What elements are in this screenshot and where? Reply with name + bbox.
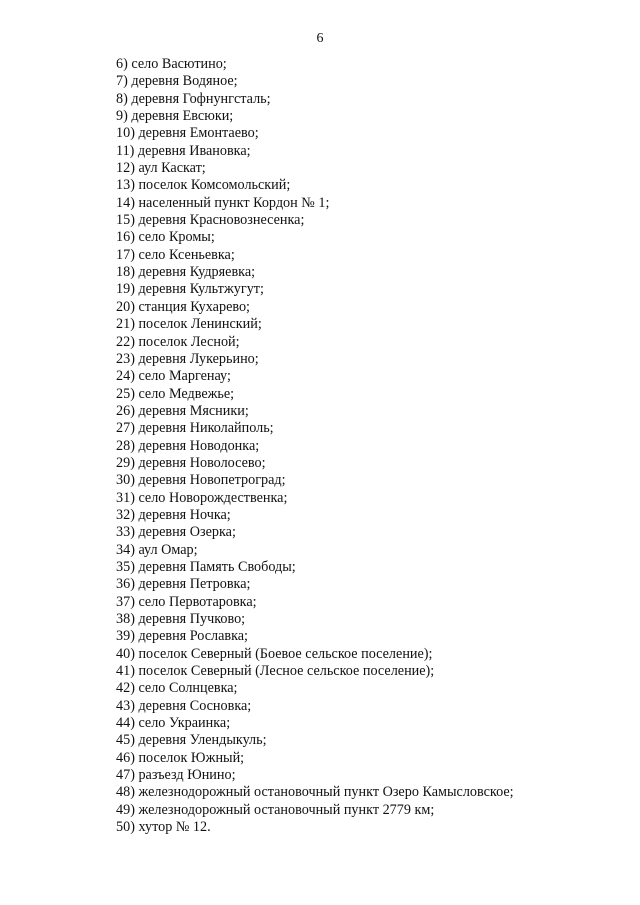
list-item: 17) село Ксеньевка;: [116, 246, 235, 263]
list-item: 45) деревня Улендыкуль;: [116, 732, 267, 749]
list-item: 21) поселок Ленинский;: [116, 316, 262, 333]
list-item: 28) деревня Новодонка;: [116, 437, 260, 454]
list-item: 49) железнодорожный остановочный пункт 2779 км;: [116, 801, 435, 818]
list-item: 14) населенный пункт Кордон № 1;: [116, 194, 330, 211]
list-item: 30) деревня Новопетроград;: [116, 472, 286, 489]
list-item: 26) деревня Мясники;: [116, 402, 249, 419]
list-item: 10) деревня Емонтаево;: [116, 125, 259, 142]
list-item: 27) деревня Николайполь;: [116, 420, 274, 437]
list-item: 8) деревня Гофнунгсталь;: [116, 90, 271, 107]
list-item: 20) станция Кухарево;: [116, 298, 250, 315]
list-item: 36) деревня Петровка;: [116, 576, 251, 593]
page-number: 6: [316, 31, 324, 46]
list-item: 39) деревня Рославка;: [116, 628, 249, 645]
list-item: 44) село Украинка;: [116, 715, 231, 732]
list-item: 11) деревня Ивановка;: [116, 142, 251, 159]
list-item: 18) деревня Кудряевка;: [116, 264, 256, 281]
list-item: 12) аул Каскат;: [116, 160, 206, 177]
list-item: 6) село Васютино;: [116, 56, 227, 72]
list-item: 15) деревня Красновознесенка;: [116, 212, 305, 229]
list-item: 31) село Новорождественка;: [116, 489, 288, 506]
list-item: 16) село Кромы;: [116, 229, 215, 246]
list-item: 50) хутор № 12.: [116, 819, 211, 836]
list-item: 41) поселок Северный (Лесное сельское поселение);: [116, 663, 435, 680]
list-item: 40) поселок Северный (Боевое сельское поселение);: [116, 645, 433, 662]
list-item: 47) разъезд Юнино;: [116, 767, 236, 784]
list-item: 46) поселок Южный;: [116, 749, 245, 766]
list-item: 22) поселок Лесной;: [116, 333, 240, 350]
list-item: 29) деревня Новолосево;: [116, 454, 266, 471]
list-item: 32) деревня Ночка;: [116, 506, 231, 523]
list-item: 43) деревня Сосновка;: [116, 697, 252, 714]
list-item: 19) деревня Культжугут;: [116, 281, 264, 298]
list-item: 34) аул Омар;: [116, 541, 198, 558]
list-item: 13) поселок Комсомольский;: [116, 177, 291, 194]
list-item: 24) село Маргенау;: [116, 368, 231, 385]
list-item: 48) железнодорожный остановочный пункт Озеро Камысловское;: [116, 784, 514, 801]
list-item: 23) деревня Лукерьино;: [116, 350, 259, 367]
list-item: 9) деревня Евсюки;: [116, 108, 234, 125]
list-item: 37) село Первотаровка;: [116, 593, 257, 610]
list-item: 25) село Медвежье;: [116, 385, 235, 402]
list-item: 33) деревня Озерка;: [116, 524, 236, 541]
list-item: 42) село Солнцевка;: [116, 680, 238, 697]
list-item: 38) деревня Пучково;: [116, 611, 246, 627]
list-item: 35) деревня Память Свободы;: [116, 558, 296, 575]
list-item: 7) деревня Водяное;: [116, 73, 238, 90]
settlement-list: [116, 56, 514, 836]
